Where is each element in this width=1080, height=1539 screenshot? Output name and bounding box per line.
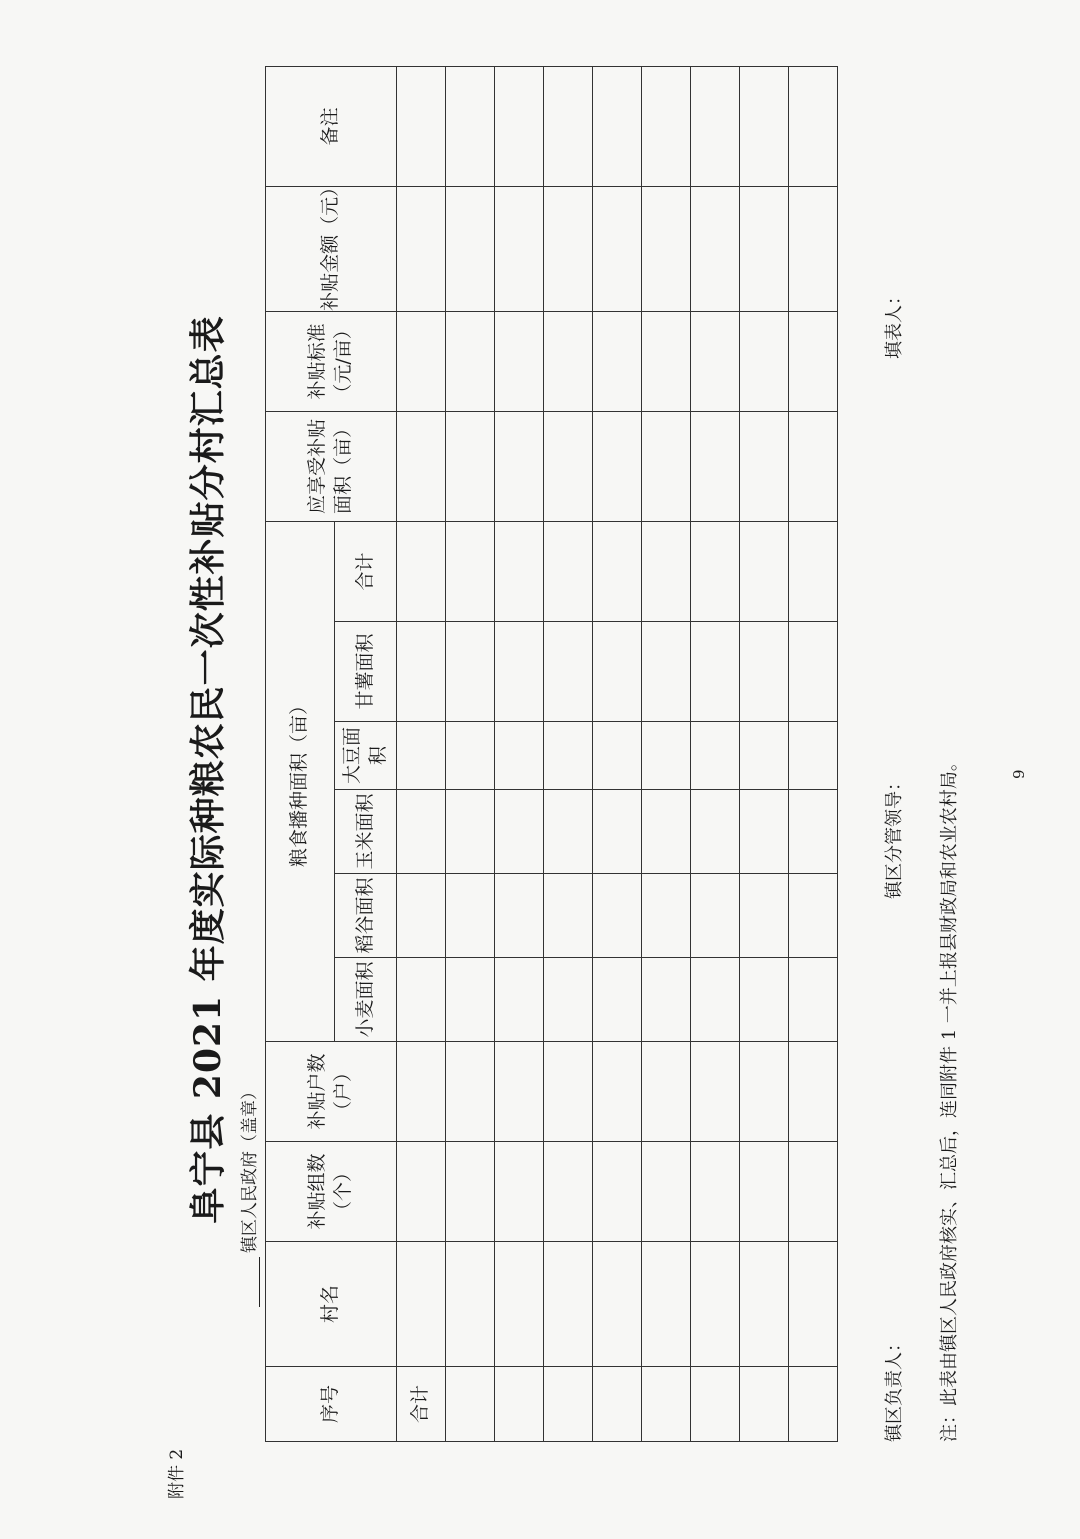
- table-cell[interactable]: [495, 1042, 544, 1142]
- table-cell[interactable]: [593, 186, 642, 311]
- table-cell[interactable]: [495, 1367, 544, 1442]
- subsidy-summary-table: [265, 66, 838, 1442]
- header-corn: 玉米面积: [335, 790, 397, 874]
- filler-signature: 填表人：: [884, 287, 905, 359]
- header-grain-area: 粮食播种面积（亩）: [266, 521, 335, 1041]
- table-cell[interactable]: [691, 874, 740, 958]
- table-cell[interactable]: [446, 521, 495, 621]
- table-cell[interactable]: [642, 66, 691, 186]
- table-cell[interactable]: [691, 186, 740, 311]
- table-cell[interactable]: [593, 722, 642, 790]
- table-cell[interactable]: [397, 311, 446, 411]
- table-cell[interactable]: [446, 411, 495, 521]
- table-cell[interactable]: [544, 622, 593, 722]
- table-cell[interactable]: [642, 411, 691, 521]
- header-rice: 稻谷面积: [335, 874, 397, 958]
- table-row: [642, 66, 691, 1441]
- table-cell[interactable]: [544, 1042, 593, 1142]
- table-cell[interactable]: [593, 521, 642, 621]
- table-cell[interactable]: [495, 790, 544, 874]
- table-cell[interactable]: [691, 1367, 740, 1442]
- table-cell[interactable]: [691, 411, 740, 521]
- table-cell[interactable]: [789, 622, 838, 722]
- header-soybean: 大豆面积: [335, 722, 397, 790]
- table-cell[interactable]: [495, 1142, 544, 1242]
- table-cell[interactable]: [740, 790, 789, 874]
- table-cell[interactable]: [446, 1242, 495, 1367]
- table-cell[interactable]: [642, 1142, 691, 1242]
- table-cell[interactable]: [740, 622, 789, 722]
- table-row: [446, 66, 495, 1441]
- table-cell[interactable]: [593, 958, 642, 1042]
- table-cell[interactable]: [642, 521, 691, 621]
- table-cell[interactable]: [789, 311, 838, 411]
- table-cell[interactable]: [397, 958, 446, 1042]
- table-cell[interactable]: [593, 622, 642, 722]
- table-cell[interactable]: [397, 411, 446, 521]
- table-cell[interactable]: [642, 874, 691, 958]
- table-cell[interactable]: [642, 186, 691, 311]
- table-cell[interactable]: [544, 411, 593, 521]
- table-cell[interactable]: [789, 521, 838, 621]
- table-cell[interactable]: [446, 311, 495, 411]
- table-cell[interactable]: [446, 874, 495, 958]
- table-cell[interactable]: [642, 722, 691, 790]
- table-cell[interactable]: [495, 722, 544, 790]
- table-cell[interactable]: [691, 311, 740, 411]
- town-supervisor-signature: 镇区分管领导：: [884, 773, 905, 899]
- table-cell[interactable]: [789, 874, 838, 958]
- table-cell[interactable]: [544, 1367, 593, 1442]
- table-cell[interactable]: [446, 622, 495, 722]
- header-sweet-potato: 甘薯面积: [335, 622, 397, 722]
- table-cell[interactable]: [740, 874, 789, 958]
- table-row: [593, 66, 642, 1441]
- table-cell[interactable]: [740, 311, 789, 411]
- table-cell[interactable]: [642, 311, 691, 411]
- table-cell[interactable]: [495, 622, 544, 722]
- table-cell[interactable]: [495, 186, 544, 311]
- table-row: [495, 66, 544, 1441]
- header-remarks: 备注: [266, 66, 397, 186]
- table-cell[interactable]: [495, 521, 544, 621]
- table-cell[interactable]: [544, 1242, 593, 1367]
- table-cell[interactable]: [446, 958, 495, 1042]
- table-cell[interactable]: [740, 1242, 789, 1367]
- table-cell[interactable]: [397, 186, 446, 311]
- table-cell[interactable]: [740, 722, 789, 790]
- table-cell[interactable]: [495, 311, 544, 411]
- table-row: [691, 66, 740, 1441]
- table-cell[interactable]: [789, 411, 838, 521]
- table-cell[interactable]: [446, 66, 495, 186]
- table-cell[interactable]: [593, 874, 642, 958]
- table-cell[interactable]: [495, 874, 544, 958]
- table-cell[interactable]: [446, 790, 495, 874]
- table-cell[interactable]: [544, 874, 593, 958]
- header-households: 补贴户数（户）: [266, 1042, 397, 1142]
- town-government-line: [235, 1083, 260, 1307]
- table-cell[interactable]: [593, 1142, 642, 1242]
- table-cell[interactable]: [593, 1242, 642, 1367]
- table-cell[interactable]: [740, 411, 789, 521]
- table-body: [397, 66, 838, 1441]
- header-row-1: [266, 66, 335, 1441]
- table-cell[interactable]: [544, 790, 593, 874]
- table-cell[interactable]: [691, 1142, 740, 1242]
- table-row: [740, 66, 789, 1441]
- header-village: 村名: [266, 1242, 397, 1367]
- table-cell[interactable]: [642, 1242, 691, 1367]
- table-cell[interactable]: [446, 722, 495, 790]
- table-cell[interactable]: [397, 622, 446, 722]
- table-cell[interactable]: [789, 66, 838, 186]
- table-cell[interactable]: [740, 1367, 789, 1442]
- table-cell[interactable]: [593, 1367, 642, 1442]
- table-cell[interactable]: [691, 521, 740, 621]
- table-cell[interactable]: [397, 521, 446, 621]
- table-cell[interactable]: [691, 722, 740, 790]
- table-cell[interactable]: [544, 722, 593, 790]
- table-cell[interactable]: [691, 958, 740, 1042]
- table-cell[interactable]: [593, 311, 642, 411]
- table-cell[interactable]: [446, 1142, 495, 1242]
- total-row: [397, 66, 446, 1441]
- table-cell[interactable]: [397, 1142, 446, 1242]
- table-cell[interactable]: [397, 722, 446, 790]
- table-cell[interactable]: [740, 66, 789, 186]
- table-cell[interactable]: [544, 311, 593, 411]
- table-cell[interactable]: [593, 66, 642, 186]
- table-cell[interactable]: [495, 66, 544, 186]
- header-wheat: 小麦面积: [335, 958, 397, 1042]
- table-cell[interactable]: [642, 622, 691, 722]
- table-cell[interactable]: [446, 1367, 495, 1442]
- table-cell[interactable]: [397, 790, 446, 874]
- town-leader-signature: 镇区负责人：: [884, 1334, 905, 1442]
- table-cell[interactable]: [789, 1367, 838, 1442]
- header-eligible-area: 应享受补贴面积（亩）: [266, 411, 397, 521]
- table-cell[interactable]: [397, 1242, 446, 1367]
- town-government-label: 镇区人民政府（盖章）: [240, 1083, 260, 1253]
- page-title: 阜宁县 2021 年度实际种粮农民一次性补贴分村汇总表: [187, 315, 229, 1224]
- page-number: 9: [1010, 769, 1028, 779]
- attachment-label: 附件 2: [167, 1448, 187, 1499]
- table-cell[interactable]: [740, 1142, 789, 1242]
- table-cell[interactable]: [642, 790, 691, 874]
- footnote: 注：此表由镇区人民政府核实、汇总后，连同附件 1 一并上报县财政局和农业农村局。: [939, 753, 960, 1442]
- table-cell[interactable]: [397, 874, 446, 958]
- table-cell[interactable]: [495, 411, 544, 521]
- table-row: [544, 66, 593, 1441]
- header-groups: 补贴组数（个）: [266, 1142, 397, 1242]
- table-cell[interactable]: [789, 722, 838, 790]
- table-cell[interactable]: [642, 1367, 691, 1442]
- table-cell[interactable]: [593, 790, 642, 874]
- table-cell[interactable]: [544, 66, 593, 186]
- table-cell[interactable]: [789, 1042, 838, 1142]
- table-cell[interactable]: [789, 958, 838, 1042]
- table-cell[interactable]: [446, 186, 495, 311]
- table-cell[interactable]: [740, 521, 789, 621]
- table-cell[interactable]: [446, 1042, 495, 1142]
- table-cell[interactable]: [691, 1042, 740, 1142]
- total-row-label[interactable]: 合计: [397, 1367, 446, 1442]
- header-subtotal: 合计: [335, 521, 397, 621]
- table-cell[interactable]: [691, 1242, 740, 1367]
- table-cell[interactable]: [740, 186, 789, 311]
- table-cell[interactable]: [740, 958, 789, 1042]
- table-cell[interactable]: [642, 958, 691, 1042]
- table-cell[interactable]: [691, 790, 740, 874]
- table-cell[interactable]: [397, 1042, 446, 1142]
- table-cell[interactable]: [544, 521, 593, 621]
- header-standard: 补贴标准（元/亩）: [266, 311, 397, 411]
- table-cell[interactable]: [495, 958, 544, 1042]
- table-cell[interactable]: [691, 622, 740, 722]
- table-cell[interactable]: [544, 186, 593, 311]
- table-cell[interactable]: [593, 411, 642, 521]
- table-cell[interactable]: [789, 790, 838, 874]
- table-row: [789, 66, 838, 1441]
- table-cell[interactable]: [789, 1242, 838, 1367]
- table-cell[interactable]: [397, 66, 446, 186]
- table-cell[interactable]: [544, 1142, 593, 1242]
- table-cell[interactable]: [691, 66, 740, 186]
- table-cell[interactable]: [789, 1142, 838, 1242]
- header-seq: 序号: [266, 1367, 397, 1442]
- table-cell[interactable]: [642, 1042, 691, 1142]
- table-cell[interactable]: [593, 1042, 642, 1142]
- town-name-blank: [259, 1257, 260, 1307]
- table-cell[interactable]: [789, 186, 838, 311]
- table-cell[interactable]: [544, 958, 593, 1042]
- table-cell[interactable]: [740, 1042, 789, 1142]
- table-cell[interactable]: [495, 1242, 544, 1367]
- header-amount: 补贴金额（元）: [266, 186, 397, 311]
